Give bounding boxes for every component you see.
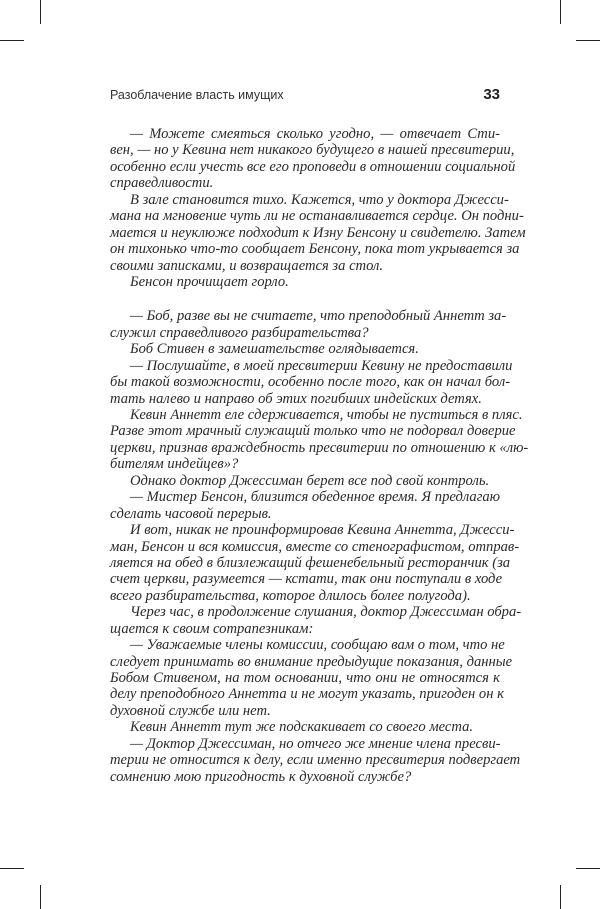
text-line: сделать часовой перерыв. <box>110 505 272 522</box>
text-line: бы такой возможности, особенно после того, как он начал бол- <box>110 374 511 391</box>
text-line: Через час, в продолжение слушания, доктор Джессиман обра- <box>130 604 522 621</box>
text-line: Бенсон прочищает горло. <box>130 273 289 290</box>
text-line: И вот, никак не проинформировав Кевина Аннетта, Джесси- <box>130 522 515 539</box>
text-line: Кевин Аннетт тут же подскакивает со своего места. <box>130 719 474 736</box>
body-text <box>110 126 529 785</box>
text-line: он тихонько что-то сообщает Бенсону, пока тот укрывается за <box>110 241 520 258</box>
crop-mark <box>40 885 41 909</box>
page-number: 33 <box>483 86 500 103</box>
text-line: своими записками, и возвращается за стол. <box>110 257 384 274</box>
text-line: — Уважаемые члены комиссии, сообщаю вам о том, что не <box>130 637 505 654</box>
text-line: ляется на обед в близлежащий фешенебельный ресторанчик (за <box>110 554 511 571</box>
text-line: В зале становится тихо. Кажется, что у доктора Джесси- <box>130 191 509 208</box>
text-line: мается и неуклюже подходит к Изну Бенсону и свидетелю. Затем <box>110 224 526 241</box>
text-line: — Можете смеяться сколько угодно, — отвечает Сти- <box>130 126 500 142</box>
text-line: Кевин Аннетт еле сдерживается, чтобы не пуститься в пляс. <box>130 407 523 423</box>
text-line: особенно если учесть все его проповеди в отношении социальной <box>110 158 516 175</box>
text-line: терии не относится к делу, если именно пресвитерия подвергает <box>110 752 521 769</box>
text-line: тать налево и направо об этих погибших индейских детях. <box>110 390 482 407</box>
text-line: сомнению мою пригодность к духовной службе? <box>110 768 412 785</box>
text-line: — Мистер Бенсон, близится обеденное время. Я предлагаю <box>130 489 500 506</box>
text-line: Бобом Стивеном, на том основании, что они не относятся к <box>110 670 500 686</box>
text-line: — Доктор Джессиман, но отчего же мнение члена пресви- <box>130 735 501 752</box>
text-line: служил справедливого разбирательства? <box>110 324 369 341</box>
text-line: всего разбирательства, которое длилось более полугода). <box>110 587 471 604</box>
text-line: делу преподобного Аннетта и не могут указать, пригоден он к <box>110 686 504 703</box>
text-line: счет церкви, разумеется — кстати, так они поступали в ходе <box>110 571 503 588</box>
crop-mark <box>576 868 600 869</box>
crop-mark <box>576 40 600 41</box>
text-line: мана на мгновение чуть ли не останавливается сердце. Он подни- <box>110 208 524 225</box>
text-line: бителям индейцев»? <box>110 456 239 473</box>
text-line: — Боб, разве вы не считаете, что преподобный Аннетт за- <box>130 308 507 325</box>
text-line: следует принимать во внимание предыдущие показания, данные <box>110 653 513 670</box>
text-line: духовной службе или нет. <box>110 702 271 719</box>
crop-mark <box>0 40 24 41</box>
text-line: — Послушайте, в моей пресвитерии Кевину не предоставили <box>130 357 513 374</box>
text-line: Однако доктор Джессиман берет все под свой контроль. <box>130 472 490 489</box>
text-line: вен, — но у Кевина нет никакого будущего в нашей пресвитерии, <box>110 142 515 159</box>
text-line: щается к своим сотрапезникам: <box>110 620 314 637</box>
crop-mark <box>40 0 41 24</box>
page-header <box>110 88 500 108</box>
text-line: церкви, признав враждебность пресвитерии по отношению к «лю- <box>110 439 529 456</box>
crop-mark <box>560 0 561 24</box>
running-title: Разоблачение власть имущих <box>110 88 284 102</box>
crop-mark <box>0 868 24 869</box>
text-line: Разве этот мрачный служащий только что не подорвал доверие <box>110 423 516 440</box>
section-gap <box>110 290 500 308</box>
text-line: ман, Бенсон и вся комиссия, вместе со стенографистом, отправ- <box>110 538 520 555</box>
text-line: Боб Стивен в замешательстве оглядывается. <box>130 341 419 358</box>
text-line: справедливости. <box>110 175 214 192</box>
crop-mark <box>560 885 561 909</box>
